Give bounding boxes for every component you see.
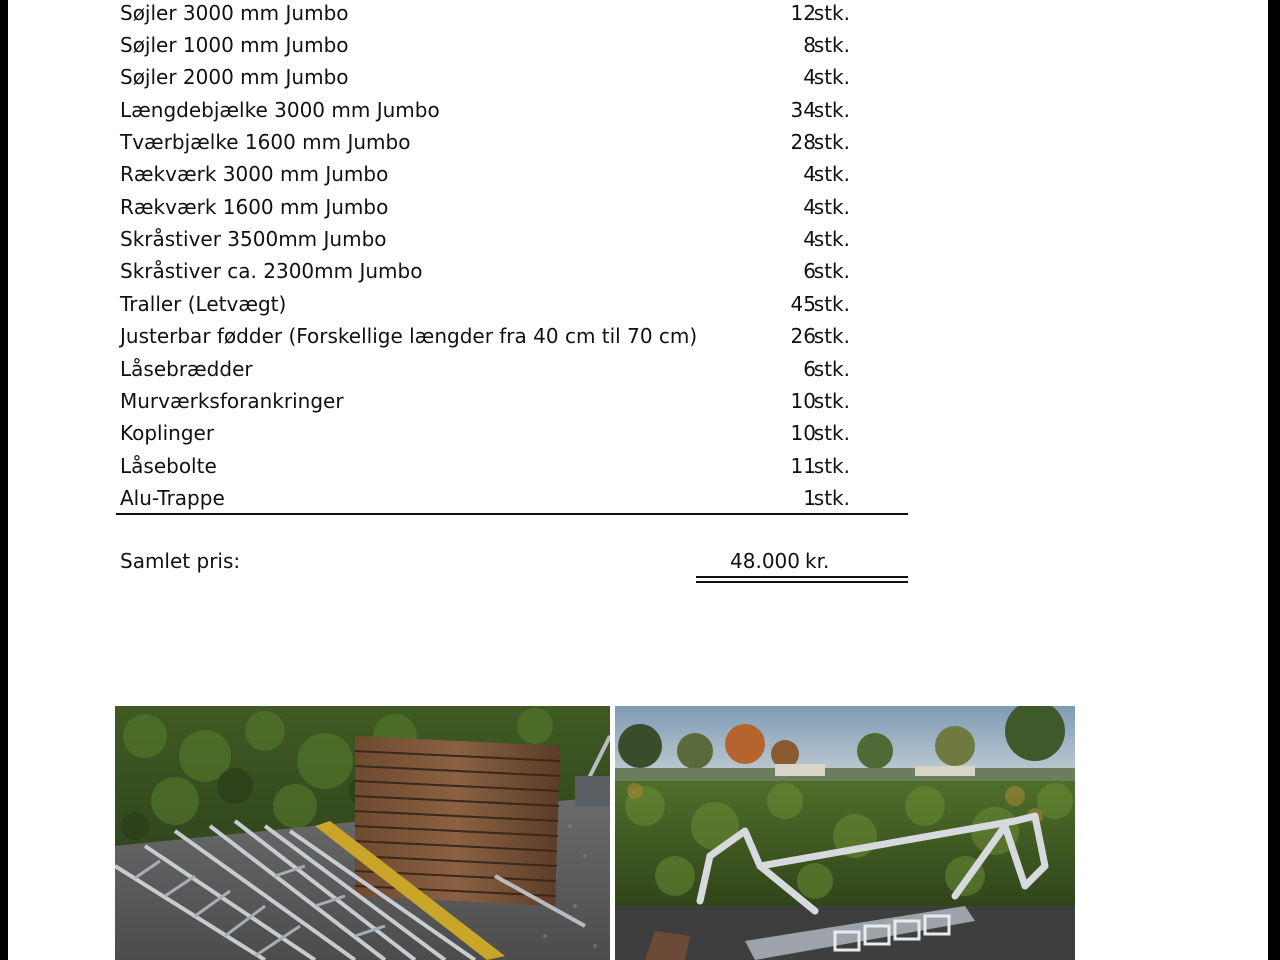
item-qty: 4 — [803, 195, 816, 219]
item-label: Traller (Letvægt) — [120, 292, 287, 316]
item-unit: stk. — [813, 357, 850, 381]
total-double-rule-bottom — [696, 581, 908, 583]
list-item — [120, 29, 850, 61]
list-item — [120, 126, 850, 158]
total-unit: kr. — [805, 549, 830, 573]
list-item — [120, 450, 850, 482]
item-label: Justerbar fødder (Forskellige længder fra 40 cm til 70 cm) — [120, 324, 698, 348]
item-unit: stk. — [813, 324, 850, 348]
item-label: Søjler 2000 mm Jumbo — [120, 65, 349, 89]
list-item — [120, 385, 850, 417]
list-item — [120, 191, 850, 223]
item-label: Tværbjælke 1600 mm Jumbo — [120, 130, 411, 154]
item-qty: 34 — [790, 98, 816, 122]
total-label: Samlet pris: — [120, 549, 241, 573]
item-unit: stk. — [813, 454, 850, 478]
item-qty: 4 — [803, 162, 816, 186]
item-qty: 26 — [790, 324, 816, 348]
list-item — [120, 288, 850, 320]
item-qty: 6 — [803, 259, 816, 283]
list-item — [120, 482, 850, 514]
list-item — [120, 417, 850, 449]
item-label: Låsebolte — [120, 454, 217, 478]
item-qty: 4 — [803, 227, 816, 251]
item-label: Skråstiver 3500mm Jumbo — [120, 227, 387, 251]
item-unit: stk. — [813, 292, 850, 316]
item-qty: 4 — [803, 65, 816, 89]
document-page — [8, 0, 1268, 960]
item-unit: stk. — [813, 259, 850, 283]
item-unit: stk. — [813, 98, 850, 122]
item-label: Skråstiver ca. 2300mm Jumbo — [120, 259, 423, 283]
item-qty: 10 — [790, 389, 816, 413]
item-qty: 1 — [803, 486, 816, 510]
list-item — [120, 61, 850, 93]
aluminium-stair-photo — [615, 706, 1075, 960]
item-qty: 12 — [790, 1, 816, 25]
list-item — [120, 94, 850, 126]
total-double-rule-top — [696, 576, 908, 578]
item-label: Længdebjælke 3000 mm Jumbo — [120, 98, 440, 122]
list-item — [120, 0, 850, 29]
scaffolding-pile-photo — [115, 706, 610, 960]
item-label: Låsebrædder — [120, 357, 253, 381]
item-unit: stk. — [813, 33, 850, 57]
item-qty: 10 — [790, 421, 816, 445]
total-value: 48.000 — [730, 549, 800, 573]
item-unit: stk. — [813, 195, 850, 219]
item-label: Koplinger — [120, 421, 215, 445]
subtotal-rule — [116, 513, 908, 515]
list-item — [120, 255, 850, 287]
item-label: Søjler 1000 mm Jumbo — [120, 33, 349, 57]
list-item — [120, 320, 850, 352]
item-unit: stk. — [813, 389, 850, 413]
item-qty: 45 — [790, 292, 816, 316]
list-item — [120, 223, 850, 255]
item-label: Rækværk 1600 mm Jumbo — [120, 195, 389, 219]
list-item — [120, 353, 850, 385]
item-unit: stk. — [813, 421, 850, 445]
item-qty: 28 — [790, 130, 816, 154]
item-unit: stk. — [813, 1, 850, 25]
item-qty: 11 — [790, 454, 816, 478]
item-unit: stk. — [813, 227, 850, 251]
item-label: Murværksforankringer — [120, 389, 344, 413]
item-qty: 8 — [803, 33, 816, 57]
item-unit: stk. — [813, 65, 850, 89]
item-label: Søjler 3000 mm Jumbo — [120, 1, 349, 25]
item-label: Rækværk 3000 mm Jumbo — [120, 162, 389, 186]
item-unit: stk. — [813, 486, 850, 510]
item-label: Alu-Trappe — [120, 486, 225, 510]
item-unit: stk. — [813, 130, 850, 154]
item-qty: 6 — [803, 357, 816, 381]
list-item — [120, 158, 850, 190]
item-unit: stk. — [813, 162, 850, 186]
